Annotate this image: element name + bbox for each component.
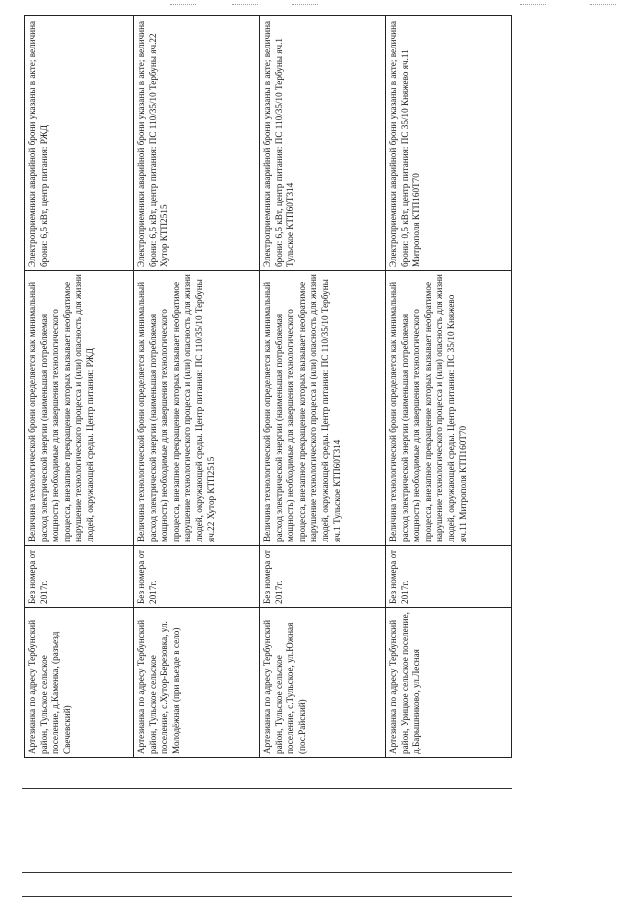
table-row [386,16,512,758]
scan-artifact [232,4,258,11]
address-cell: Артезианка по адресу Тербунский район, Тульское сельское поселение, с.Хутор-Березовка, ул. Молодёжная (при въезде в село) [134,608,260,758]
scan-artifact [520,4,546,11]
emergency-armor-cell: Электроприемники аварийной брони указаны в акте; величина брони: 6,5 кВт, центр питания: РЖД [25,16,134,271]
number-cell: Без номера от 2017г. [134,546,260,608]
tech-armor-cell: Величина технологической брони определяется как минимальный расход электрической энергии (наименьшая потребляемая мощность) необходимые для завершения технологического процесса, внезапное прекращение которых вызывает необратимое нарушение технологического процесса и (или) опасность для жизни людей, окружающей среды. Центр питания: ПС 35/10 Княжево яч.11 Митрополя КТП160Т70 [386,271,512,546]
emergency-armor-cell: Электроприемники аварийной брони указаны в акте; величина брони: 6,5 кВт, центр питания: ПС 110/35/10 Тербуны яч.1 Тульское КТП60Т314 [260,16,386,271]
tech-armor-cell: Величина технологической брони определяется как минимальный расход электрической энергии (наименьшая потребляемая мощность) необходимые для завершения технологического процесса, внезапное прекращение которых вызывает необратимое нарушение технологического процесса и (или) опасность для жизни людей, окружающей среды. Центр питания: РЖД [25,271,134,546]
scan-artifact [292,4,318,11]
emergency-armor-cell: Электроприемники аварийной брони указаны в акте; величина брони: 0,5 кВт, центр питания: ПС 35/10 Княжево яч.11 Митрополя КТП160Т70 [386,16,512,271]
rotated-table-wrapper [24,16,512,758]
table-row [134,16,260,758]
horizontal-rule [22,872,512,873]
horizontal-rule [22,788,512,789]
scan-artifact [590,4,616,11]
scan-artifact [170,4,196,11]
table-row [260,16,386,758]
number-cell: Без номера от 2017г. [386,546,512,608]
tech-armor-cell: Величина технологической брони определяется как минимальный расход электрической энергии (наименьшая потребляемая мощность) необходимые для завершения технологического процесса, внезапное прекращение которых вызывает необратимое нарушение технологического процесса и (или) опасность для жизни людей, окружающей среды. Центр питания: ПС 110/35/10 Тербуны яч.22 Хутор КТП2515 [134,271,260,546]
address-cell: Артезианка по адресу Тербунский район, Урицкое сельское поселение, д.Барышниково, ул.Лесная [386,608,512,758]
horizontal-rule [22,896,512,897]
tech-armor-cell: Величина технологической брони определяется как минимальный расход электрической энергии (наименьшая потребляемая мощность) необходимые для завершения технологического процесса, внезапное прекращение которых вызывает необратимое нарушение технологического процесса и (или) опасность для жизни людей, окружающей среды. Центр питания: ПС 110/35/10 Тербуны яч.1 Тульское КТП60Т314 [260,271,386,546]
armor-table [24,15,512,758]
table-row [25,16,134,758]
emergency-armor-cell: Электроприемники аварийной брони указаны в акте; величина брони: 6,5 кВт, центр питания: ПС 110/35/10 Тербуны яч.22 Хутор КТП2515 [134,16,260,271]
address-cell: Артезианка по адресу Тербунский район, Тульское сельское поселение, с.Тульское, ул.Южная (пос.Райский) [260,608,386,758]
address-cell: Артезианка по адресу Тербунский район, Тульское сельское поселение, д.Каменка, (разъезд Свечевский) [25,608,134,758]
number-cell: Без номера от 2017г. [260,546,386,608]
number-cell: Без номера от 2017г. [25,546,134,608]
